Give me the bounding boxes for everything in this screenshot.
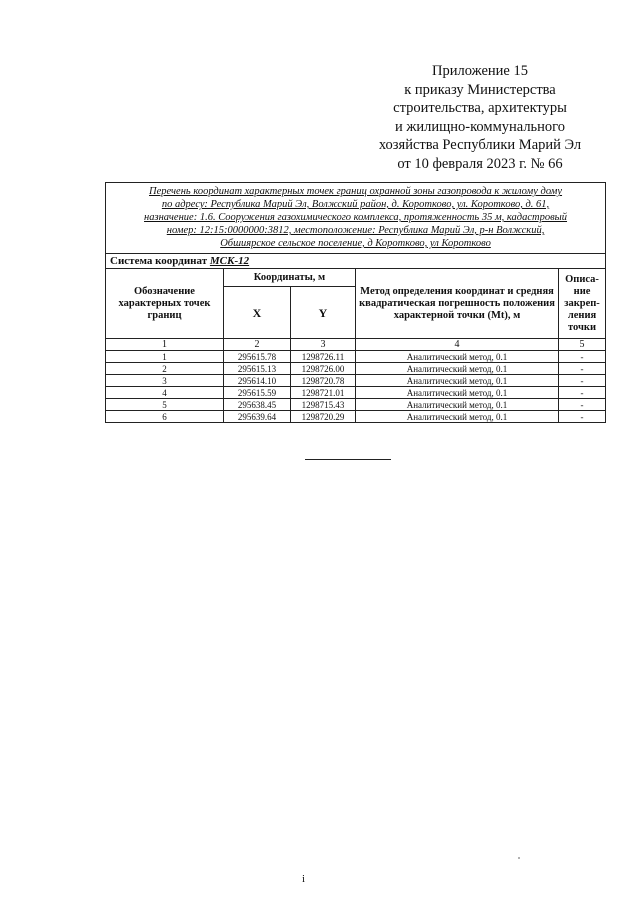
coordinate-system-value: МСК-12 [209,254,250,267]
column-numbers-row [106,339,606,351]
column-number: 1 [106,339,224,351]
cell-x: 295639.64 [224,411,291,423]
cell-y: 1298715.43 [291,399,356,411]
footer-mark: i [302,873,306,885]
table-row [106,411,606,423]
table-row [106,399,606,411]
cell-desc: - [559,375,606,387]
coordinate-system-label: Система координат [110,254,208,267]
cell-desc: - [559,351,606,363]
header-x: X [224,287,291,339]
caption-line: Перечень координат характерных точек границ охранной зоны газопровода к жилому дому [149,186,563,197]
column-number: 2 [224,339,291,351]
coordinates-table [105,182,606,423]
header-line: к приказу Министерства [404,81,556,98]
cell-desc: - [559,363,606,375]
cell-x: 295615.78 [224,351,291,363]
cell-y: 1298721.01 [291,387,356,399]
cell-method: Аналитический метод, 0.1 [356,411,559,423]
cell-point: 2 [106,363,224,375]
header-method: Метод определения координат и средняя квадратическая погрешность положения характерной точки (Mt), м [356,269,559,339]
cell-x: 295614.10 [224,375,291,387]
table-row [106,375,606,387]
cell-desc: - [559,411,606,423]
cell-method: Аналитический метод, 0.1 [356,363,559,375]
cell-point: 1 [106,351,224,363]
caption-line: номер: 12:15:0000000:3812, местоположение: Республика Марий Эл, р-н Волжский, [166,225,545,236]
column-number: 5 [559,339,606,351]
cell-method: Аналитический метод, 0.1 [356,399,559,411]
header-line: и жилищно-коммунального [394,118,566,135]
cell-y: 1298726.11 [291,351,356,363]
header-y: Y [291,287,356,339]
scan-speck [518,857,520,859]
table-caption [106,183,606,254]
end-divider [305,459,391,460]
header-line: Приложение 15 [432,63,528,79]
caption-line: по адресу: Республика Марий Эл, Волжский район, д. Коротково, ул. Коротково, д. 61, [161,199,550,210]
cell-point: 3 [106,375,224,387]
cell-y: 1298726.00 [291,363,356,375]
caption-line: Обшиярское сельское поселение, д Коротково, ул Коротково [220,238,491,249]
cell-y: 1298720.29 [291,411,356,423]
cell-x: 295615.59 [224,387,291,399]
cell-y: 1298720.78 [291,375,356,387]
header-coordinates: Координаты, м [224,269,356,287]
cell-desc: - [559,387,606,399]
coordinate-system-row [106,254,606,269]
table-row [106,351,606,363]
cell-method: Аналитический метод, 0.1 [356,351,559,363]
cell-method: Аналитический метод, 0.1 [356,375,559,387]
cell-point: 4 [106,387,224,399]
caption-line: назначение: 1.6. Сооружения газохимического комплекса, протяженность 35 м, кадастровый [144,212,568,223]
column-number: 4 [356,339,559,351]
header-line: строительства, архитектуры [393,100,567,116]
appendix-header [360,62,600,173]
cell-point: 6 [106,411,224,423]
header-line: хозяйства Республики Марий Эл [378,137,582,153]
cell-desc: - [559,399,606,411]
coordinates-table-wrapper [105,182,605,423]
cell-x: 295615.13 [224,363,291,375]
cell-method: Аналитический метод, 0.1 [356,387,559,399]
table-row [106,363,606,375]
header-line: от 10 февраля 2023 г. № 66 [397,155,563,172]
header-point: Обозначение характерных точек границ [106,269,224,339]
cell-x: 295638.45 [224,399,291,411]
cell-point: 5 [106,399,224,411]
table-row [106,387,606,399]
column-number: 3 [291,339,356,351]
header-description: Описа-ние закреп-ления точки [559,269,606,339]
